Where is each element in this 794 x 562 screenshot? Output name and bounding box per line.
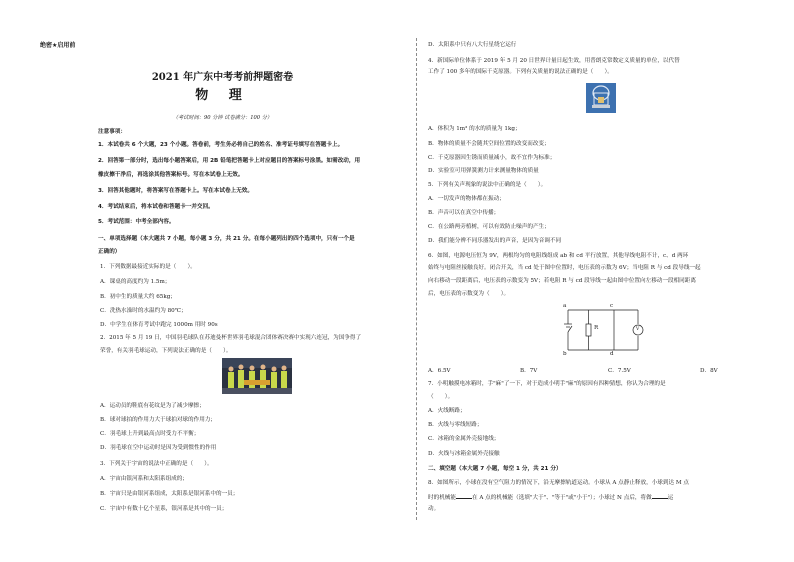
circuit-label-a: a: [563, 303, 567, 309]
q5-option-c: C．在公路两旁植树，可以有效防止噪声的产生；: [428, 224, 550, 230]
circuit-label-c: c: [610, 303, 614, 309]
notes-heading: 注意事项：: [98, 129, 126, 135]
q4-option-d: D．实验室可用弹簧测力计来测量物体的质量: [428, 168, 539, 174]
secret-label: 绝密★启用前: [40, 42, 76, 49]
q6-stem-l3: 向右移动一段距离后，电压表的示数变为 5V；若电阻 R 与 cd 段导线一起由图中位置向左移动一段相同距离: [428, 278, 696, 284]
q8-text-part2: 在 A 点的机械能（选填"大于"、"等于"或"小于"）；小球过 N 点后，将做: [471, 495, 652, 501]
voltmeter-label: V: [636, 327, 640, 332]
q3-option-b: B．宇宙只是由银河系组成，太阳系是银河系中的一员；: [100, 491, 239, 497]
note-1: 1．本试卷共 6 个大题，23 个小题。答卷前，考生务必将自己的姓名、准考证号填写在答题卡上。: [98, 142, 344, 148]
badminton-team-photo: [222, 358, 292, 394]
q6-stem-l4: 后，电压表的示数变为（ ）。: [428, 291, 510, 297]
q2-stem: 2．2015 年 5 月 19 日，中国羽毛球队在苏迪曼杯世界羽毛球混合团体赛决赛中实现六连冠，为国争得了: [100, 335, 362, 341]
circuit-diagram: [558, 302, 648, 360]
q6-option-a: A．6.5V: [428, 368, 451, 374]
q1-option-d: D．中学生在体育考试中跑完 1000m 用时 90s: [100, 322, 218, 328]
section2-heading: 二、填空题（本大题 7 小题，每空 1 分，共 21 分）: [428, 466, 562, 472]
q5-option-b: B．声音可以在真空中传播；: [428, 210, 500, 216]
q8-blank-1[interactable]: [456, 493, 472, 499]
q6-option-c: C．7.5V: [608, 368, 631, 374]
exam-info: （考试时间：90 分钟 试卷满分：100 分）: [172, 115, 273, 121]
section1-heading-cont: 正确的）: [98, 249, 121, 255]
q6-option-b: B．7V: [520, 368, 538, 374]
q8-stem: 8．如图所示，小球在没有空气阻力的情况下，沿无摩擦轨道运动。小球从 A 点静止释放，小球到达 M 点: [428, 480, 689, 486]
q8-stem-cont: [428, 493, 673, 502]
q7-option-c: C．冰箱的金属外壳接地线；: [428, 436, 500, 442]
paper-title: 2021 年广东中考考前押题密卷: [151, 72, 294, 83]
circuit-label-d: d: [610, 351, 614, 357]
q2-stem-cont: 荣誉，有关羽毛球运动，下列说法正确的是（ ）。: [100, 348, 232, 354]
q4-option-b: B．物体的质量不会随其空间位置的改变而改变；: [428, 141, 550, 147]
q2-option-c: C．羽毛球上升到最高点时受力不平衡；: [100, 431, 200, 437]
q8-text-part3: 运: [667, 495, 674, 501]
note-2-cont: 橡皮擦干净后，再选涂其他答案标号。写在本试卷上无效。: [98, 172, 244, 178]
kilogram-prototype-photo: [586, 83, 616, 113]
q4-option-c: C．千克原器因生锈而质量减小，故不宜作为标准；: [428, 155, 556, 161]
q1-stem: 1．下列数据最接近实际的是（ ）。: [100, 264, 196, 270]
q4-option-a: A．体积为 1m³ 的水的质量为 1kg；: [428, 126, 521, 132]
q5-option-d: D．我们能分辨不同乐器发出的声音，是因为音调不同: [428, 238, 562, 244]
note-2: 2．回答第一部分时，选出每小题答案后，用 2B 铅笔把答题卡上对应题目的答案标号涂黑。如需改动，用: [98, 158, 361, 164]
q2-option-d: D．羽毛球在空中运动时是因为受到惯性的作用: [100, 445, 217, 451]
q7-stem: 7．小明触摸电冰箱时，手"麻"了一下，对于造成小明手"麻"的原因有四种猜想，你认为合理的是: [428, 381, 666, 387]
q6-stem-l2: 始终与电阻丝接触良好。闭合开关，当 cd 处于图中位置时，电压表的示数为 6V；当电阻 R 与 cd 段导线一起: [428, 265, 701, 271]
circuit-label-b: b: [563, 351, 567, 357]
note-3: 3．回答其他题时，将答案写在答题卡上。写在本试卷上无效。: [98, 188, 253, 194]
q8-blank-2[interactable]: [652, 493, 668, 499]
q1-option-b: B．初中生的质量大约 65kg；: [100, 294, 176, 300]
q1-option-a: A．课桌的高度约为 1.5m；: [100, 279, 171, 285]
q3-option-d: D．太阳系中只有八大行星绕它运行: [428, 42, 517, 48]
circuit-label-r: R: [594, 325, 599, 331]
q6-option-d: D．8V: [700, 368, 718, 374]
q5-option-a: A．一切发声的物体都在振动；: [428, 196, 505, 202]
q3-option-a: A．宇宙由银河系和太阳系组成的；: [100, 476, 188, 482]
column-divider: [416, 38, 417, 520]
q4-stem: 4．新国际单位体系于 2019 年 5 月 20 日世界计量日起生效，用普朗克常数定义质量的单位，以代替: [428, 58, 680, 64]
q7-option-a: A．火线断路；: [428, 408, 466, 414]
q3-stem: 3．下列关于宇宙的说法中正确的是（ ）。: [100, 461, 213, 467]
q7-option-d: D．火线与冰箱金属外壳接触: [428, 451, 500, 457]
note-5: 5．考试范围：中考全部内容。: [98, 219, 175, 225]
q5-stem: 5．下列有关声现象的说法中正确的是（ ）。: [428, 182, 547, 188]
q8-stem-end: 动。: [428, 506, 440, 512]
note-4: 4．考试结束后，将本试卷和答题卡一并交回。: [98, 204, 214, 210]
q4-stem-cont: 工作了 100 多年的国际千克原器。下列有关质量的说法正确的是（ ）。: [428, 69, 613, 75]
section1-heading: 一、单项选择题（本大题共 7 小题，每小题 3 分，共 21 分。在每小题列出的四个选项中，只有一个是: [98, 236, 355, 242]
q2-option-a: A．运动员的鞋底有花纹是为了减少摩擦；: [100, 403, 205, 409]
q1-option-c: C．洗热水澡时的水温约为 80℃；: [100, 308, 187, 314]
subject-title: 物 理: [195, 88, 250, 103]
q6-stem: 6．如图，电源电压恒为 9V，两根均匀的电阻线组成 ab 和 cd 平行放置，其他导线电阻不计，c、d 两环: [428, 253, 689, 259]
q7-option-b: B．火线与零线短路；: [428, 422, 483, 428]
q2-option-b: B．球对球拍的作用力大于球拍对球的作用力；: [100, 417, 216, 423]
q8-text-part1: 时的机械能: [428, 495, 456, 501]
q3-option-c: C．宇宙中有数十亿个星系，银河系是其中的一员；: [100, 506, 228, 512]
q7-stem-cont: （ ）。: [428, 394, 454, 400]
